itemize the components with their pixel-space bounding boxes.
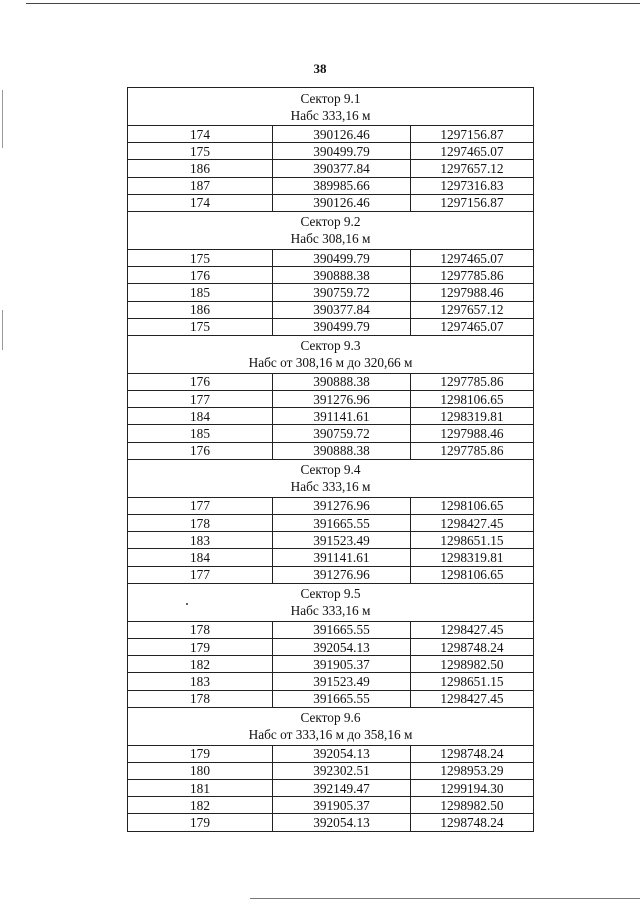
y-coordinate-cell: 1298427.45 [411, 515, 534, 532]
table-row [128, 267, 534, 284]
x-coordinate-cell: 391905.37 [273, 797, 411, 814]
point-number-cell: 175 [128, 143, 273, 160]
sector-header-cell [128, 459, 534, 497]
y-coordinate-cell: 1298106.65 [411, 391, 534, 408]
y-coordinate-cell: 1297657.12 [411, 301, 534, 318]
point-number-cell: 186 [128, 301, 273, 318]
table-row [128, 656, 534, 673]
x-coordinate-cell: 392054.13 [273, 638, 411, 655]
x-coordinate-cell: 391665.55 [273, 690, 411, 707]
x-coordinate-cell: 391665.55 [273, 515, 411, 532]
scan-edge-mark [2, 310, 3, 350]
y-coordinate-cell: 1298319.81 [411, 408, 534, 425]
x-coordinate-cell: 391141.61 [273, 408, 411, 425]
point-number-cell: 178 [128, 690, 273, 707]
table-row [128, 177, 534, 194]
y-coordinate-cell: 1298748.24 [411, 814, 534, 831]
point-number-cell: 179 [128, 745, 273, 762]
y-coordinate-cell: 1298106.65 [411, 497, 534, 514]
point-number-cell: 176 [128, 267, 273, 284]
top-border-line [26, 3, 640, 4]
point-number-cell: 181 [128, 780, 273, 797]
scan-edge-mark [2, 90, 3, 148]
x-coordinate-cell: 392054.13 [273, 814, 411, 831]
y-coordinate-cell: 1298106.65 [411, 566, 534, 583]
page-number: 38 [313, 61, 327, 76]
sector-title: Сектор 9.3 [300, 338, 361, 354]
x-coordinate-cell: 390377.84 [273, 160, 411, 177]
sector-header-cell [128, 335, 534, 373]
table-row [128, 797, 534, 814]
sector-elevation: Набс 308,16 м [290, 231, 371, 247]
sector-header-cell [128, 707, 534, 745]
point-number-cell: 182 [128, 797, 273, 814]
y-coordinate-cell: 1297785.86 [411, 442, 534, 459]
x-coordinate-cell: 390126.46 [273, 194, 411, 211]
x-coordinate-cell: 390759.72 [273, 425, 411, 442]
point-number-cell: 174 [128, 126, 273, 143]
table-row [128, 318, 534, 335]
table-row [128, 249, 534, 266]
table-row [128, 497, 534, 514]
x-coordinate-cell: 390377.84 [273, 301, 411, 318]
y-coordinate-cell: 1297465.07 [411, 249, 534, 266]
x-coordinate-cell: 391523.49 [273, 673, 411, 690]
x-coordinate-cell: 391905.37 [273, 656, 411, 673]
y-coordinate-cell: 1298651.15 [411, 532, 534, 549]
point-number-cell: 176 [128, 442, 273, 459]
x-coordinate-cell: 390888.38 [273, 267, 411, 284]
table-row [128, 690, 534, 707]
coordinates-table-body [128, 88, 534, 832]
y-coordinate-cell: 1297988.46 [411, 284, 534, 301]
x-coordinate-cell: 390499.79 [273, 249, 411, 266]
table-row [128, 194, 534, 211]
table-row [128, 408, 534, 425]
x-coordinate-cell: 391141.61 [273, 549, 411, 566]
x-coordinate-cell: 390759.72 [273, 284, 411, 301]
table-row [128, 373, 534, 390]
bottom-border-line [250, 898, 640, 899]
table-row [128, 126, 534, 143]
y-coordinate-cell: 1297785.86 [411, 373, 534, 390]
x-coordinate-cell: 390499.79 [273, 143, 411, 160]
table-row [128, 566, 534, 583]
point-number-cell: 180 [128, 762, 273, 779]
x-coordinate-cell: 390888.38 [273, 442, 411, 459]
point-number-cell: 175 [128, 249, 273, 266]
sector-header-cell [128, 88, 534, 126]
y-coordinate-cell: 1297785.86 [411, 267, 534, 284]
scan-dot [186, 603, 188, 605]
y-coordinate-cell: 1298748.24 [411, 745, 534, 762]
point-number-cell: 184 [128, 408, 273, 425]
y-coordinate-cell: 1298982.50 [411, 656, 534, 673]
sector-title: Сектор 9.2 [300, 214, 361, 230]
table-row [128, 814, 534, 831]
x-coordinate-cell: 390499.79 [273, 318, 411, 335]
table-row [128, 160, 534, 177]
sector-elevation: Набс от 333,16 м до 358,16 м [248, 727, 413, 743]
y-coordinate-cell: 1297316.83 [411, 177, 534, 194]
y-coordinate-cell: 1297988.46 [411, 425, 534, 442]
x-coordinate-cell: 391276.96 [273, 391, 411, 408]
y-coordinate-cell: 1299194.30 [411, 780, 534, 797]
table-row [128, 442, 534, 459]
point-number-cell: 184 [128, 549, 273, 566]
table-row [128, 673, 534, 690]
sector-header-row [128, 707, 534, 745]
sector-title: Сектор 9.5 [300, 586, 361, 602]
table-row [128, 549, 534, 566]
y-coordinate-cell: 1297465.07 [411, 143, 534, 160]
y-coordinate-cell: 1298427.45 [411, 621, 534, 638]
sector-header-cell [128, 583, 534, 621]
table-row [128, 762, 534, 779]
x-coordinate-cell: 390888.38 [273, 373, 411, 390]
sector-header-row [128, 88, 534, 126]
sector-title: Сектор 9.1 [300, 90, 361, 106]
x-coordinate-cell: 391523.49 [273, 532, 411, 549]
point-number-cell: 177 [128, 391, 273, 408]
sector-elevation: Набс от 308,16 м до 320,66 м [248, 355, 413, 371]
y-coordinate-cell: 1298319.81 [411, 549, 534, 566]
sector-title: Сектор 9.4 [300, 462, 361, 478]
y-coordinate-cell: 1298427.45 [411, 690, 534, 707]
y-coordinate-cell: 1297156.87 [411, 126, 534, 143]
x-coordinate-cell: 390126.46 [273, 126, 411, 143]
x-coordinate-cell: 392302.51 [273, 762, 411, 779]
x-coordinate-cell: 391276.96 [273, 566, 411, 583]
y-coordinate-cell: 1297657.12 [411, 160, 534, 177]
table-row [128, 621, 534, 638]
point-number-cell: 183 [128, 532, 273, 549]
sector-elevation: Набс 333,16 м [290, 603, 371, 619]
sector-elevation: Набс 333,16 м [290, 479, 371, 495]
table-row [128, 532, 534, 549]
y-coordinate-cell: 1298982.50 [411, 797, 534, 814]
point-number-cell: 186 [128, 160, 273, 177]
point-number-cell: 176 [128, 373, 273, 390]
x-coordinate-cell: 391665.55 [273, 621, 411, 638]
point-number-cell: 185 [128, 425, 273, 442]
point-number-cell: 182 [128, 656, 273, 673]
point-number-cell: 178 [128, 515, 273, 532]
sector-title: Сектор 9.6 [300, 710, 361, 726]
table-row [128, 284, 534, 301]
sector-header-row [128, 211, 534, 249]
point-number-cell: 177 [128, 566, 273, 583]
sector-header-cell [128, 211, 534, 249]
sector-header-row [128, 583, 534, 621]
point-number-cell: 183 [128, 673, 273, 690]
table-row [128, 515, 534, 532]
point-number-cell: 179 [128, 638, 273, 655]
point-number-cell: 179 [128, 814, 273, 831]
point-number-cell: 174 [128, 194, 273, 211]
table-row [128, 745, 534, 762]
y-coordinate-cell: 1298953.29 [411, 762, 534, 779]
table-row [128, 301, 534, 318]
x-coordinate-cell: 392054.13 [273, 745, 411, 762]
y-coordinate-cell: 1298748.24 [411, 638, 534, 655]
sector-header-row [128, 335, 534, 373]
table-row [128, 425, 534, 442]
x-coordinate-cell: 391276.96 [273, 497, 411, 514]
table-row [128, 780, 534, 797]
y-coordinate-cell: 1298651.15 [411, 673, 534, 690]
coordinates-table [127, 87, 534, 832]
sector-elevation: Набс 333,16 м [290, 107, 371, 123]
x-coordinate-cell: 389985.66 [273, 177, 411, 194]
table-row [128, 638, 534, 655]
table-row [128, 391, 534, 408]
point-number-cell: 185 [128, 284, 273, 301]
point-number-cell: 177 [128, 497, 273, 514]
y-coordinate-cell: 1297465.07 [411, 318, 534, 335]
sector-header-row [128, 459, 534, 497]
point-number-cell: 178 [128, 621, 273, 638]
point-number-cell: 187 [128, 177, 273, 194]
table-row [128, 143, 534, 160]
x-coordinate-cell: 392149.47 [273, 780, 411, 797]
y-coordinate-cell: 1297156.87 [411, 194, 534, 211]
point-number-cell: 175 [128, 318, 273, 335]
